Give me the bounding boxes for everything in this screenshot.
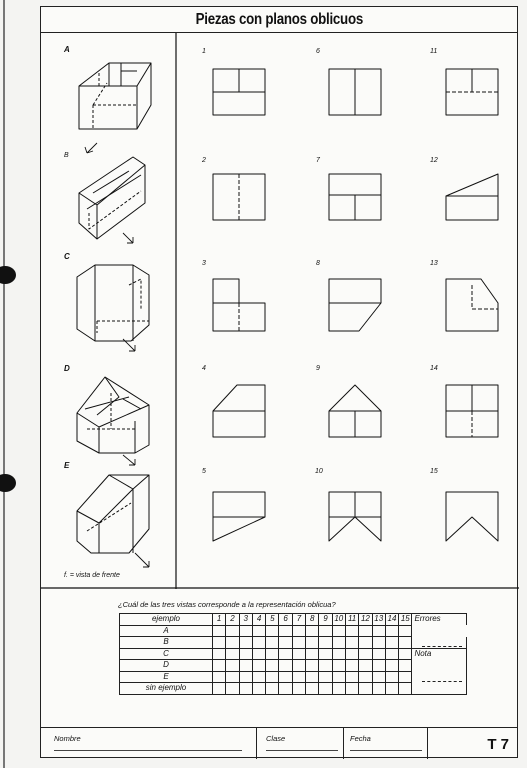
view-2 — [213, 174, 265, 220]
worksheet — [40, 6, 518, 758]
label-d: D — [64, 364, 70, 373]
answer-cell[interactable] — [385, 648, 398, 660]
column-header: 11 — [345, 614, 358, 626]
view-number-9: 9 — [316, 365, 320, 372]
answer-cell[interactable] — [385, 625, 398, 637]
view-number-2: 2 — [202, 157, 206, 164]
view-number-1: 1 — [202, 48, 206, 55]
answer-cell[interactable] — [345, 660, 358, 672]
answer-cell[interactable] — [266, 671, 279, 683]
question-text: ¿Cuál de las tres vistas corresponde a la representación oblicua? — [118, 600, 336, 609]
view-3 — [213, 279, 265, 331]
table-row — [120, 625, 467, 637]
answer-cell[interactable] — [399, 625, 412, 637]
view-number-5: 5 — [202, 468, 206, 475]
answer-cell[interactable] — [266, 625, 279, 637]
title-bar — [41, 7, 517, 33]
answer-cell[interactable] — [385, 683, 398, 695]
view-6 — [329, 69, 381, 115]
grade-line — [422, 681, 462, 682]
column-header: 1 — [213, 614, 226, 626]
column-header: 10 — [332, 614, 345, 626]
view-10 — [329, 492, 381, 541]
column-header: 6 — [279, 614, 292, 626]
footer-divider — [256, 728, 257, 759]
column-header: 5 — [266, 614, 279, 626]
answer-cell[interactable] — [292, 648, 305, 660]
answer-cell[interactable] — [399, 671, 412, 683]
answer-cell[interactable] — [252, 683, 265, 695]
answer-cell[interactable] — [332, 683, 345, 695]
answer-cell[interactable] — [266, 637, 279, 649]
answer-cell[interactable] — [359, 648, 372, 660]
answer-cell[interactable] — [213, 648, 226, 660]
column-header: 15 — [399, 614, 412, 626]
answer-cell[interactable] — [306, 625, 319, 637]
view-number-3: 3 — [202, 260, 206, 267]
answer-cell[interactable] — [279, 660, 292, 672]
header-example: ejemplo — [120, 614, 213, 626]
answer-cell[interactable] — [266, 683, 279, 695]
answer-cell[interactable] — [345, 671, 358, 683]
view-9 — [329, 385, 381, 437]
view-number-4: 4 — [202, 365, 206, 372]
view-14 — [446, 385, 498, 437]
answer-cell[interactable] — [345, 683, 358, 695]
answer-cell[interactable] — [319, 683, 332, 695]
answer-cell[interactable] — [332, 660, 345, 672]
oblique-figure-c — [77, 265, 149, 351]
answer-cell[interactable] — [239, 660, 252, 672]
errors-label: Errores — [414, 614, 441, 623]
answer-cell[interactable] — [306, 671, 319, 683]
answer-cell[interactable] — [372, 671, 385, 683]
row-label: E — [120, 671, 213, 683]
binding-edge — [3, 0, 5, 768]
answer-cell[interactable] — [372, 637, 385, 649]
view-13 — [446, 279, 498, 331]
answer-cell[interactable] — [332, 671, 345, 683]
view-5 — [213, 492, 265, 541]
answer-cell[interactable] — [359, 671, 372, 683]
punch-hole-bottom — [0, 474, 16, 492]
column-header: 2 — [226, 614, 239, 626]
column-header: 14 — [385, 614, 398, 626]
answer-cell[interactable] — [226, 660, 239, 672]
column-header: 3 — [239, 614, 252, 626]
answer-cell[interactable] — [385, 660, 398, 672]
view-number-11: 11 — [430, 48, 438, 55]
answer-cell[interactable] — [359, 637, 372, 649]
answer-cell[interactable] — [239, 671, 252, 683]
answer-cell[interactable] — [279, 671, 292, 683]
answer-cell[interactable] — [306, 660, 319, 672]
view-15 — [446, 492, 498, 541]
answer-cell[interactable] — [252, 648, 265, 660]
row-label: C — [120, 648, 213, 660]
page-title: Piezas con planos oblicuos — [195, 11, 363, 28]
footer-divider — [343, 728, 344, 759]
oblique-figure-b — [79, 157, 145, 243]
answer-cell[interactable] — [319, 671, 332, 683]
column-header: 9 — [319, 614, 332, 626]
answer-cell[interactable] — [306, 683, 319, 695]
answer-cell[interactable] — [252, 671, 265, 683]
answer-cell[interactable] — [292, 625, 305, 637]
answer-cell[interactable] — [279, 625, 292, 637]
answer-cell[interactable] — [306, 637, 319, 649]
answer-cell[interactable] — [213, 637, 226, 649]
table-header-row — [120, 614, 467, 626]
answer-cell[interactable] — [345, 625, 358, 637]
view-number-15: 15 — [430, 468, 438, 475]
answer-cell[interactable] — [345, 648, 358, 660]
answer-cell[interactable] — [252, 660, 265, 672]
answer-cell[interactable] — [239, 637, 252, 649]
answer-cell[interactable] — [266, 660, 279, 672]
view-number-7: 7 — [316, 157, 320, 164]
oblique-figure-e — [77, 475, 149, 567]
oblique-figure-d — [77, 377, 149, 465]
date-label: Fecha — [350, 734, 371, 743]
oblique-figure-a — [79, 63, 151, 153]
answer-cell[interactable] — [226, 683, 239, 695]
label-a: A — [64, 45, 70, 54]
answer-cell[interactable] — [279, 683, 292, 695]
answer-cell[interactable] — [319, 660, 332, 672]
answer-cell[interactable] — [226, 637, 239, 649]
answer-cell[interactable] — [226, 625, 239, 637]
punch-hole-top — [0, 266, 16, 284]
class-label: Clase — [266, 734, 286, 743]
answer-cell[interactable] — [332, 648, 345, 660]
answer-cell[interactable] — [252, 625, 265, 637]
view-12 — [446, 174, 498, 220]
column-header: 12 — [359, 614, 372, 626]
view-4 — [213, 385, 265, 437]
answer-cell[interactable] — [399, 683, 412, 695]
answer-cell[interactable] — [239, 625, 252, 637]
answer-cell[interactable] — [226, 671, 239, 683]
date-field[interactable] — [350, 750, 422, 751]
column-header: 13 — [372, 614, 385, 626]
view-number-8: 8 — [316, 260, 320, 267]
drawing-area — [41, 33, 519, 589]
answer-cell[interactable] — [372, 625, 385, 637]
answer-cell[interactable] — [226, 648, 239, 660]
answer-cell[interactable] — [213, 671, 226, 683]
answer-table — [119, 613, 467, 695]
answer-cell[interactable] — [319, 637, 332, 649]
label-b: B — [64, 152, 69, 159]
answer-cell[interactable] — [372, 648, 385, 660]
view-7 — [329, 174, 381, 220]
grade-box[interactable] — [412, 648, 467, 694]
answer-cell[interactable] — [385, 671, 398, 683]
errors-blank[interactable] — [412, 637, 467, 649]
name-label: Nombre — [54, 734, 81, 743]
column-header: 4 — [252, 614, 265, 626]
answer-cell[interactable] — [239, 648, 252, 660]
view-11 — [446, 69, 498, 115]
answer-cell[interactable] — [213, 660, 226, 672]
answer-cell[interactable] — [213, 683, 226, 695]
class-field[interactable] — [266, 750, 338, 751]
answer-cell[interactable] — [279, 637, 292, 649]
answer-cell[interactable] — [372, 683, 385, 695]
label-e: E — [64, 461, 70, 470]
answer-cell[interactable] — [399, 637, 412, 649]
answer-cell[interactable] — [332, 637, 345, 649]
answer-cell[interactable] — [292, 671, 305, 683]
answer-cell[interactable] — [359, 625, 372, 637]
row-label: sin ejemplo — [120, 683, 213, 695]
answer-cell[interactable] — [319, 648, 332, 660]
answer-cell[interactable] — [213, 625, 226, 637]
front-view-note: f. = vista de frente — [64, 572, 120, 579]
answer-cell[interactable] — [359, 660, 372, 672]
view-number-6: 6 — [316, 48, 320, 55]
grade-label: Nota — [414, 648, 432, 658]
answer-cell[interactable] — [372, 660, 385, 672]
answer-cell[interactable] — [252, 637, 265, 649]
answer-cell[interactable] — [239, 683, 252, 695]
answer-cell[interactable] — [292, 660, 305, 672]
column-header: 8 — [306, 614, 319, 626]
answer-cell[interactable] — [399, 660, 412, 672]
answer-cell[interactable] — [292, 683, 305, 695]
table-row — [120, 637, 467, 649]
answer-cell[interactable] — [319, 625, 332, 637]
view-number-14: 14 — [430, 365, 438, 372]
name-field[interactable] — [54, 750, 242, 751]
row-label: A — [120, 625, 213, 637]
answer-cell[interactable] — [292, 637, 305, 649]
answer-cell[interactable] — [359, 683, 372, 695]
errors-box[interactable] — [412, 614, 467, 626]
view-number-13: 13 — [430, 260, 438, 267]
table-row — [120, 648, 467, 660]
answer-cell[interactable] — [332, 625, 345, 637]
row-label: D — [120, 660, 213, 672]
footer-divider — [427, 728, 428, 759]
view-8 — [329, 279, 381, 331]
answer-cell[interactable] — [345, 637, 358, 649]
errors-line — [422, 646, 462, 647]
answer-cell[interactable] — [266, 648, 279, 660]
view-number-10: 10 — [315, 468, 323, 475]
answer-cell[interactable] — [306, 648, 319, 660]
sheet-code: T 7 — [487, 736, 509, 753]
answer-cell[interactable] — [385, 637, 398, 649]
footer — [41, 727, 517, 759]
view-number-12: 12 — [430, 157, 438, 164]
view-1 — [213, 69, 265, 115]
answer-cell[interactable] — [279, 648, 292, 660]
label-c: C — [64, 252, 70, 261]
column-header: 7 — [292, 614, 305, 626]
row-label: B — [120, 637, 213, 649]
answer-cell[interactable] — [399, 648, 412, 660]
